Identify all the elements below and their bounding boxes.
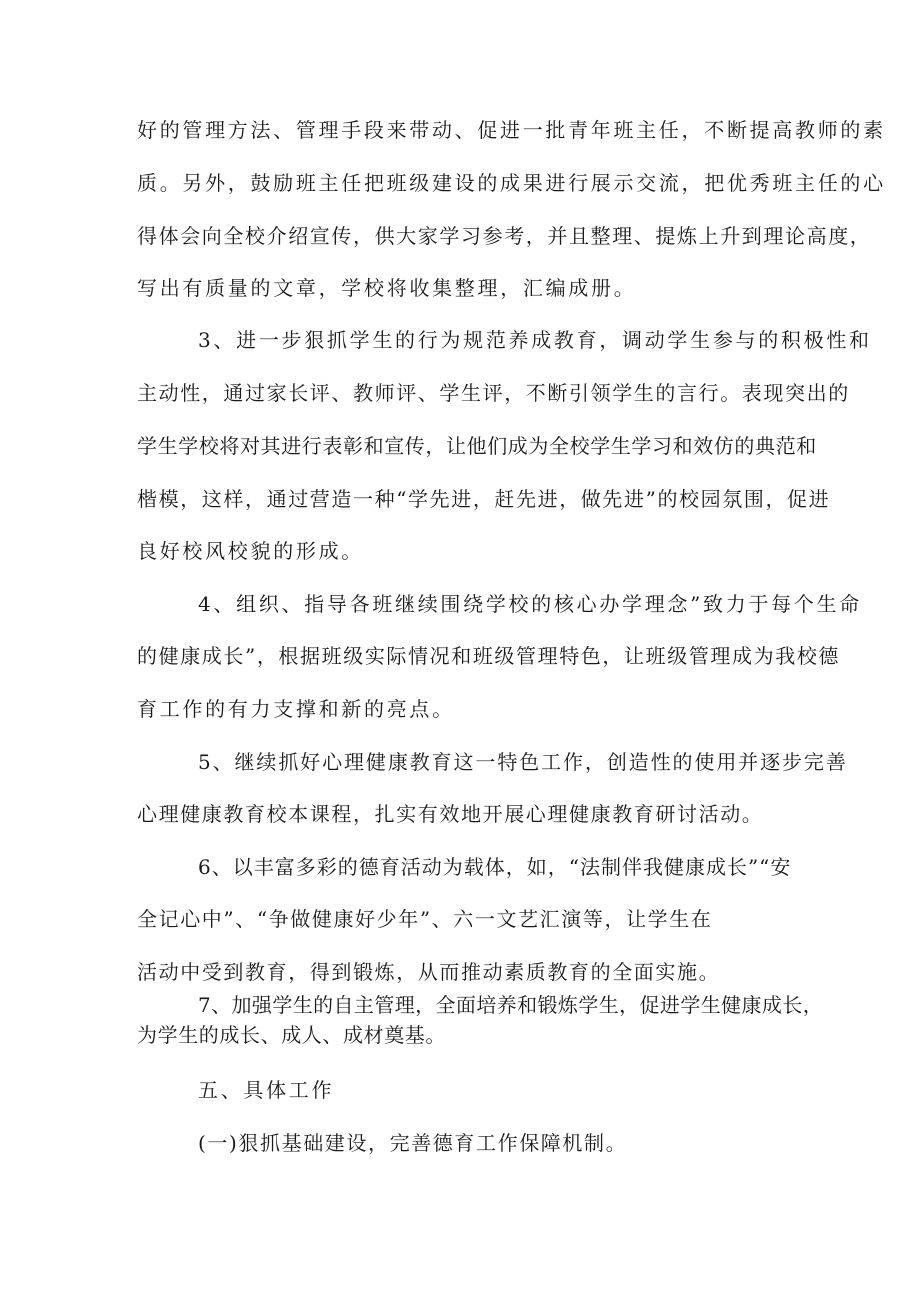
text-line: 为学生的成长、成人、成材奠基。 — [137, 1023, 446, 1047]
paragraph-5-first-line: 5、继续抓好心理健康教育这一特色工作，创造性的使用并逐步完善 — [198, 750, 848, 774]
text-line: 全记心中”、“争做健康好少年”、六一文艺汇演等，让学生在 — [137, 907, 713, 931]
text-line: 主动性，通过家长评、教师评、学生评，不断引领学生的言行。表现突出的 — [137, 381, 850, 405]
text-line: 学生学校将对其进行表彰和宣传，让他们成为全校学生学习和效仿的典范和 — [137, 434, 817, 458]
text-line: 的健康成长”，根据班级实际情况和班级管理特色，让班级管理成为我校德 — [137, 644, 841, 668]
text-line: 心理健康教育校本课程，扎实有效地开展心理健康教育研讨活动。 — [137, 802, 764, 826]
paragraph-4-first-line: 4、组织、指导各班继续围绕学校的核心办学理念”致力于每个生命 — [198, 592, 862, 616]
text-line: 活动中受到教育，得到锻炼，从而推动素质教育的全面实施。 — [137, 960, 721, 984]
text-line: 育工作的有力支撑和新的亮点。 — [137, 697, 455, 721]
subsection-heading: (一)狠抓基础建设，完善德育工作保障机制。 — [198, 1131, 628, 1155]
section-heading: 五、具体工作 — [198, 1078, 335, 1102]
text-line: 良好校风校貌的形成。 — [137, 539, 364, 563]
text-line: 质。另外，鼓励班主任把班级建设的成果进行展示交流，把优秀班主任的心 — [137, 171, 886, 195]
paragraph-6-first-line: 6、以丰富多彩的德育活动为载体，如，“法制伴我健康成长”“安 — [198, 855, 792, 879]
paragraph-7-first-line: 7、加强学生的自主管理，全面培养和锻炼学生，促进学生健康成长， — [198, 993, 824, 1017]
text-line: 得体会向全校介绍宣传，供大家学习参考，并且整理、提炼上升到理论高度， — [137, 224, 872, 248]
text-line: 楷模，这样，通过营造一种“学先进，赶先进，做先进”的校园氛围，促进 — [137, 487, 831, 511]
text-line: 好的管理方法、管理手段来带动、促进一批青年班主任，不断提高教师的素 — [137, 118, 886, 142]
paragraph-3-first-line: 3、进一步狠抓学生的行为规范养成教育，调动学生参与的积极性和 — [198, 328, 872, 352]
text-line: 写出有质量的文章，学校将收集整理，汇编成册。 — [137, 276, 637, 300]
